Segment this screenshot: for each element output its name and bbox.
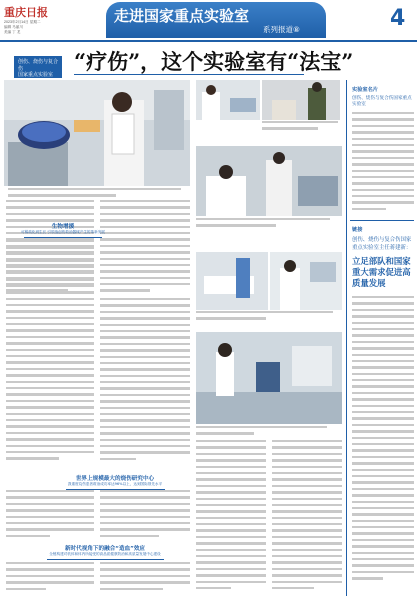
page-header: [0, 0, 417, 42]
subhead-1: [20, 222, 106, 238]
article-col-1d: [6, 562, 94, 598]
link-tag: 链接: [352, 227, 363, 233]
lab-card-name: 创伤、烧伤与复合伤国家重点实验室: [352, 96, 412, 107]
subhead-1-rule: [24, 237, 101, 238]
subhead-1-title: 生物增援: [51, 224, 75, 230]
photo-lab-caption: [196, 426, 342, 439]
sidebar-divider: [346, 80, 347, 596]
subhead-3-deck: 全链构建对机体和体内所接受的高品质健康防治和高质量发展中心建设: [49, 552, 161, 556]
headline-rule: [74, 74, 304, 75]
article-col-3: [196, 440, 266, 598]
issue-designer: 美编 丁 龙: [4, 30, 21, 34]
subhead-2-deck: 我重度烧伤患者救治成功率达96%以上，达到国际领先水平: [67, 482, 163, 486]
article-col-2: [100, 200, 190, 295]
lab-card-tag: 实验室名片: [352, 87, 378, 93]
photo-treatment: [196, 80, 260, 120]
photo-ward-caption: [196, 311, 342, 324]
lab-photo-caption: [8, 188, 188, 201]
issue-meta: [4, 20, 64, 35]
issue-date: 2023年2月14日 星期二: [4, 20, 41, 24]
sidebar-article: [352, 296, 414, 596]
lab-kicker: [14, 56, 62, 78]
photo-research: [270, 252, 342, 310]
article-col-2d: [100, 562, 190, 598]
subhead-3-rule: [47, 559, 164, 560]
subhead-3-title: 新时代视角下的融合“造血”效应: [64, 546, 146, 552]
main-headline: “疗伤”，这个实验室有“法宝”: [74, 49, 354, 74]
link-headline: 创伤、烧伤与复合伤国家重点实验室主任蒋建新：: [352, 237, 412, 251]
issue-editor: 编辑 马丽川: [4, 25, 23, 29]
photo-exam: [196, 146, 342, 216]
photo-ward: [196, 252, 268, 310]
photo-lab-bench: [196, 332, 342, 424]
subhead-2-title: 世界上规模最大的烧伤研究中心: [75, 476, 155, 482]
page-number: 4: [390, 6, 406, 31]
sidebar-headline: 立足部队和国家重大需求促进高质量发展: [352, 256, 411, 288]
article-col-1c: [6, 490, 94, 542]
subhead-2: [60, 474, 170, 490]
kicker-line-2: 国家重点实验室: [18, 72, 54, 78]
kicker-line-1: 创伤、烧伤与复合伤: [18, 59, 59, 72]
article-col-2c: [100, 490, 190, 542]
article-col-2b: [100, 298, 190, 468]
lab-photo: [4, 80, 190, 186]
photo-military: [262, 80, 340, 120]
article-col-1b: [6, 240, 94, 470]
subhead-3: [40, 544, 170, 560]
masthead-logo: 重庆日报: [4, 6, 48, 19]
series-tag: 系列报道⑧: [263, 25, 300, 34]
photo-military-caption: [262, 121, 342, 134]
banner-title: 走进国家重点实验室: [114, 7, 250, 25]
lab-card-text: [352, 112, 414, 216]
subhead-1-deck: 可稀疏化到生长 引领战创伤救治器械产生的革新发展: [21, 230, 105, 234]
article-col-4: [272, 440, 342, 598]
sidebar-rule: [350, 220, 414, 221]
photo-exam-caption: [196, 218, 342, 231]
